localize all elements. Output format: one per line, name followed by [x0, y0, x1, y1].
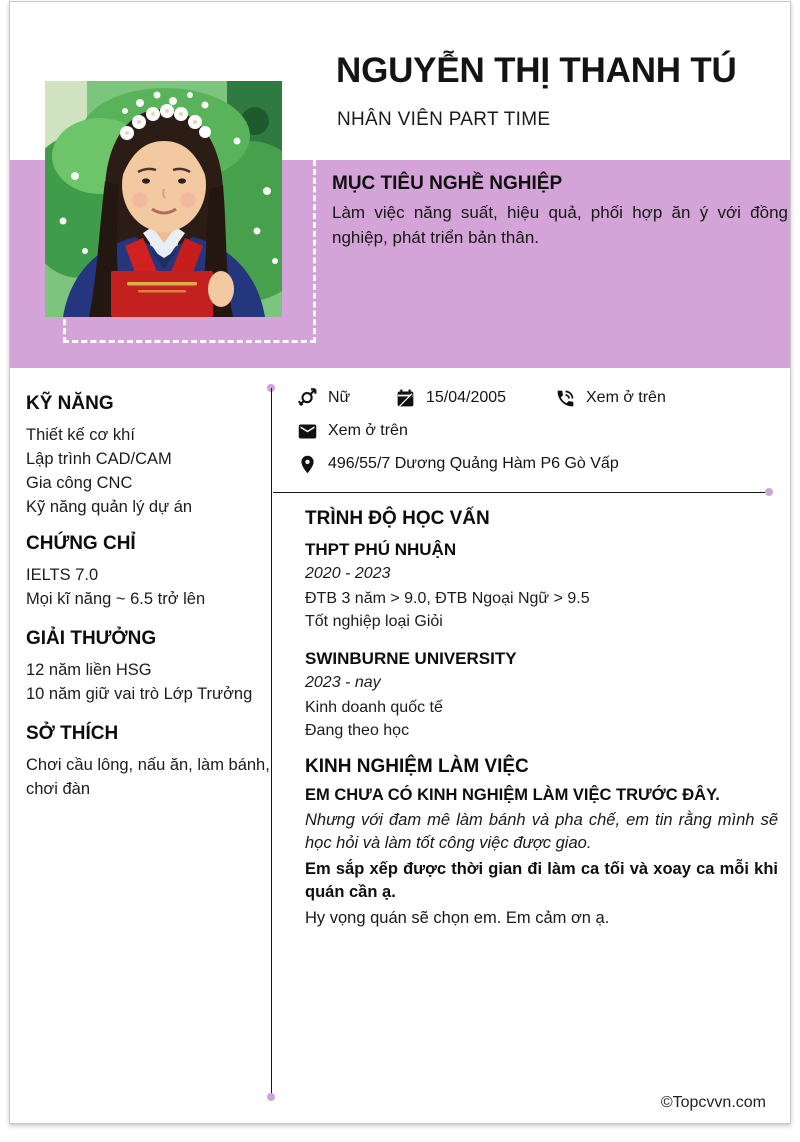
hobby-item: Chơi cầu lông, nấu ăn, làm bánh, chơi đàn	[26, 756, 270, 798]
school-name: SWINBURNE UNIVERSITY	[305, 649, 517, 668]
award-item: 12 năm liền HSG	[26, 661, 152, 679]
hobbies-heading: SỞ THÍCH	[26, 723, 119, 744]
skills-heading: KỸ NĂNG	[26, 393, 114, 414]
email-value: Xem ở trên	[328, 422, 408, 439]
phone-icon	[555, 388, 576, 409]
cv-page	[9, 1, 791, 1124]
school-name: THPT PHÚ NHUẬN	[305, 540, 457, 559]
experience-statement: EM CHƯA CÓ KINH NGHIỆM LÀM VIỆC TRƯỚC ĐÂY.	[305, 786, 720, 804]
school-period: 2023 - nay	[305, 674, 381, 691]
contact-phone	[555, 386, 666, 410]
location-pin-icon	[297, 454, 318, 475]
objective-heading: MỤC TIÊU NGHỀ NGHIỆP	[332, 173, 563, 194]
skill-item: Lập trình CAD/CAM	[26, 450, 172, 468]
skill-item: Gia công CNC	[26, 474, 133, 492]
skill-item: Thiết kế cơ khí	[26, 426, 135, 444]
dot-bottom	[267, 1093, 275, 1101]
dot-right	[765, 488, 773, 496]
experience-section	[305, 756, 778, 930]
contact-gender	[297, 386, 350, 410]
school-period: 2020 - 2023	[305, 565, 391, 582]
candidate-name: NGUYỄN THỊ THANH TÚ	[336, 51, 737, 90]
calendar-icon	[395, 388, 416, 409]
experience-heading: KINH NGHIỆM LÀM VIỆC	[305, 756, 529, 777]
contact-email	[297, 419, 408, 443]
phone-value: Xem ở trên	[586, 389, 666, 406]
school-detail: Đang theo học	[305, 722, 410, 739]
award-item: 10 năm giữ vai trò Lớp Trưởng	[26, 685, 253, 703]
experience-motivation: Nhưng với đam mê làm bánh và pha chế, em tin rằng mình sẽ học hỏi và làm tốt công việc được giao.	[305, 811, 778, 852]
certificates-section	[26, 533, 276, 611]
objective-text: Làm việc năng suất, hiệu quả, phối hợp ăn ý với đồng nghiệp, phát triển bản thân.	[332, 203, 788, 247]
footer-credit: ©Topcvvn.com	[660, 1094, 766, 1111]
school-detail: Kinh doanh quốc tế	[305, 699, 443, 716]
certificate-item: IELTS 7.0	[26, 566, 99, 584]
experience-closing: Hy vọng quán sẽ chọn em. Em cảm ơn ạ.	[305, 909, 610, 927]
profile-photo-illustration	[45, 81, 282, 317]
awards-section	[26, 628, 276, 706]
gender-value: Nữ	[328, 389, 351, 406]
awards-heading: GIẢI THƯỞNG	[26, 628, 157, 649]
education-heading: TRÌNH ĐỘ HỌC VẤN	[305, 508, 490, 529]
mail-icon	[297, 421, 318, 442]
dob-value: 15/04/2005	[426, 389, 507, 406]
skill-item: Kỹ năng quản lý dự án	[26, 498, 193, 516]
spacer	[305, 633, 777, 649]
profile-photo	[45, 81, 282, 317]
divider-horizontal	[273, 492, 765, 493]
contact-address	[297, 452, 619, 476]
education-entry	[305, 649, 777, 742]
contact-dob	[395, 386, 506, 410]
school-detail: ĐTB 3 năm > 9.0, ĐTB Ngoại Ngữ > 9.5	[305, 590, 590, 607]
school-detail: Tốt nghiệp loại Giỏi	[305, 613, 443, 630]
certificates-heading: CHỨNG CHỈ	[26, 533, 136, 554]
education-section	[305, 508, 777, 742]
education-entry	[305, 540, 777, 633]
hobbies-section	[26, 723, 276, 801]
gender-icon	[297, 388, 318, 409]
certificate-item: Mọi kĩ năng ~ 6.5 trở lên	[26, 590, 206, 608]
job-title: NHÂN VIÊN PART TIME	[337, 109, 551, 130]
skills-section	[26, 393, 276, 519]
address-value: 496/55/7 Dương Quảng Hàm P6 Gò Vấp	[328, 455, 619, 472]
experience-availability: Em sắp xếp được thời gian đi làm ca tối và xoay ca mỗi khi quán cần ạ.	[305, 860, 778, 901]
